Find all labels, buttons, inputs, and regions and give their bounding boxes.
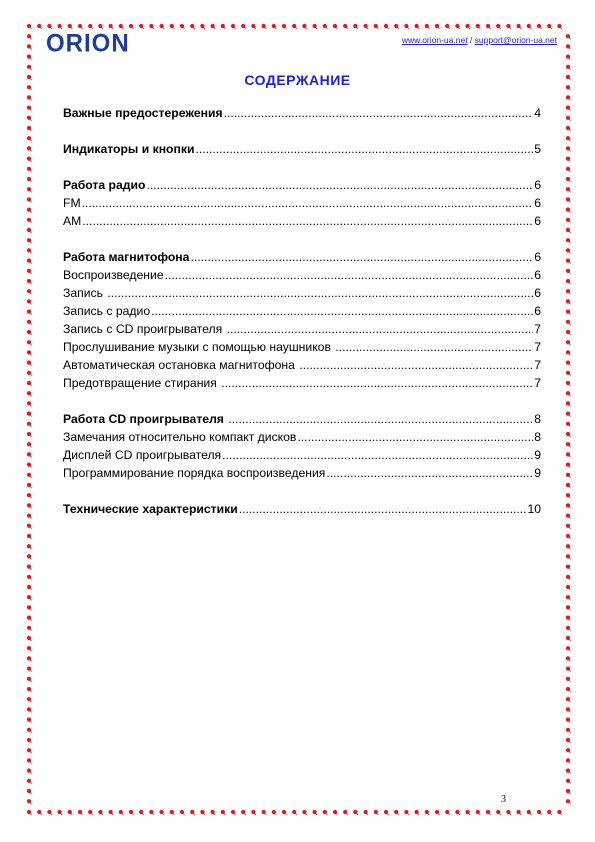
toc-section-entry[interactable] [63, 176, 541, 194]
toc-section-entry[interactable] [63, 104, 541, 122]
toc-entry-label: Работа CD проигрывателя [63, 412, 228, 426]
toc-dot-leader [227, 320, 534, 338]
toc-dot-leader [335, 338, 533, 356]
toc-dot-leader [326, 464, 533, 482]
toc-dot-leader [222, 446, 533, 464]
toc-entry-page: 8 [534, 412, 541, 426]
toc-entry-label: AM [63, 214, 82, 228]
toc-entry-page: 6 [534, 304, 541, 318]
toc-subentry[interactable] [63, 338, 541, 356]
toc-entry-page: 6 [534, 196, 541, 210]
toc-entry-label: Индикаторы и кнопки [63, 142, 195, 156]
toc-entry-label: Предотвращение стирания [63, 376, 221, 390]
toc-entry-page: 10 [527, 502, 541, 516]
toc-dot-leader [195, 140, 533, 158]
toc-dot-leader [228, 410, 533, 428]
toc-spacer [63, 230, 541, 248]
toc-entry-page: 7 [534, 322, 541, 336]
toc-entry-label: Дисплей CD проигрывателя [63, 448, 222, 462]
toc-section-entry[interactable] [63, 248, 541, 266]
toc-entry-label: Запись с радио [63, 304, 151, 318]
toc-spacer [63, 158, 541, 176]
toc-dot-leader [107, 284, 533, 302]
toc-spacer [63, 482, 541, 500]
toc-entry-label: Важные предостережения [63, 106, 223, 120]
toc-section-entry[interactable] [63, 410, 541, 428]
toc-dot-leader [146, 176, 533, 194]
toc-dot-leader [221, 374, 533, 392]
toc-entry-label: Замечания относительно компакт дисков [63, 430, 297, 444]
toc-subentry[interactable] [63, 374, 541, 392]
toc-entry-page: 6 [534, 250, 541, 264]
header-links [402, 35, 557, 45]
toc-entry-label: Запись [63, 286, 107, 300]
toc-subentry[interactable] [63, 428, 541, 446]
toc-subentry[interactable] [63, 284, 541, 302]
toc-dot-leader [297, 428, 533, 446]
toc-spacer [63, 392, 541, 410]
toc-entry-page: 5 [534, 142, 541, 156]
toc-entry-label: FM [63, 196, 81, 210]
toc-entry-page: 4 [534, 106, 541, 120]
toc-dot-leader [165, 266, 534, 284]
toc-entry-label: Прослушивание музыки с помощью наушников [63, 340, 335, 354]
toc-entry-page: 9 [534, 448, 541, 462]
toc-dot-leader [299, 356, 533, 374]
link-separator: / [467, 35, 475, 45]
toc-entry-page: 7 [534, 376, 541, 390]
table-of-contents [63, 104, 541, 518]
toc-dot-leader [239, 500, 527, 518]
toc-entry-page: 7 [534, 340, 541, 354]
toc-entry-label: Воспроизведение [63, 268, 164, 282]
toc-entry-page: 8 [534, 430, 541, 444]
toc-section-entry[interactable] [63, 140, 541, 158]
page-number: 3 [501, 794, 506, 805]
toc-subentry[interactable] [63, 464, 541, 482]
toc-subentry[interactable] [63, 356, 541, 374]
toc-subentry[interactable] [63, 266, 541, 284]
toc-subentry[interactable] [63, 194, 541, 212]
toc-entry-label: Программирование порядка воспроизведения [63, 466, 326, 480]
toc-subentry[interactable] [63, 302, 541, 320]
toc-entry-page: 9 [534, 466, 541, 480]
toc-entry-label: Технические характеристики [63, 502, 238, 516]
support-email-link[interactable]: support@orion-ua.net [474, 35, 557, 45]
toc-entry-page: 7 [534, 358, 541, 372]
toc-entry-page: 6 [534, 178, 541, 192]
toc-dot-leader [190, 248, 533, 266]
toc-section-entry[interactable] [63, 500, 541, 518]
toc-dot-leader [82, 194, 534, 212]
toc-entry-page: 6 [534, 214, 541, 228]
toc-subentry[interactable] [63, 212, 541, 230]
page-title: СОДЕРЖАНИЕ [244, 72, 351, 88]
toc-subentry[interactable] [63, 446, 541, 464]
toc-dot-leader [151, 302, 533, 320]
toc-dot-leader [224, 104, 534, 122]
toc-entry-label: Работа магнитофона [63, 250, 190, 264]
toc-entry-page: 6 [534, 286, 541, 300]
toc-entry-label: Запись с CD проигрывателя [63, 322, 226, 336]
toc-subentry[interactable] [63, 320, 541, 338]
toc-entry-page: 6 [534, 268, 541, 282]
toc-dot-leader [82, 212, 533, 230]
site-link[interactable]: www.orion-ua.net [401, 35, 468, 45]
orion-logo: ORION [46, 29, 130, 58]
toc-entry-label: Автоматическая остановка магнитофона [63, 358, 299, 372]
toc-spacer [63, 122, 541, 140]
toc-entry-label: Работа радио [63, 178, 146, 192]
